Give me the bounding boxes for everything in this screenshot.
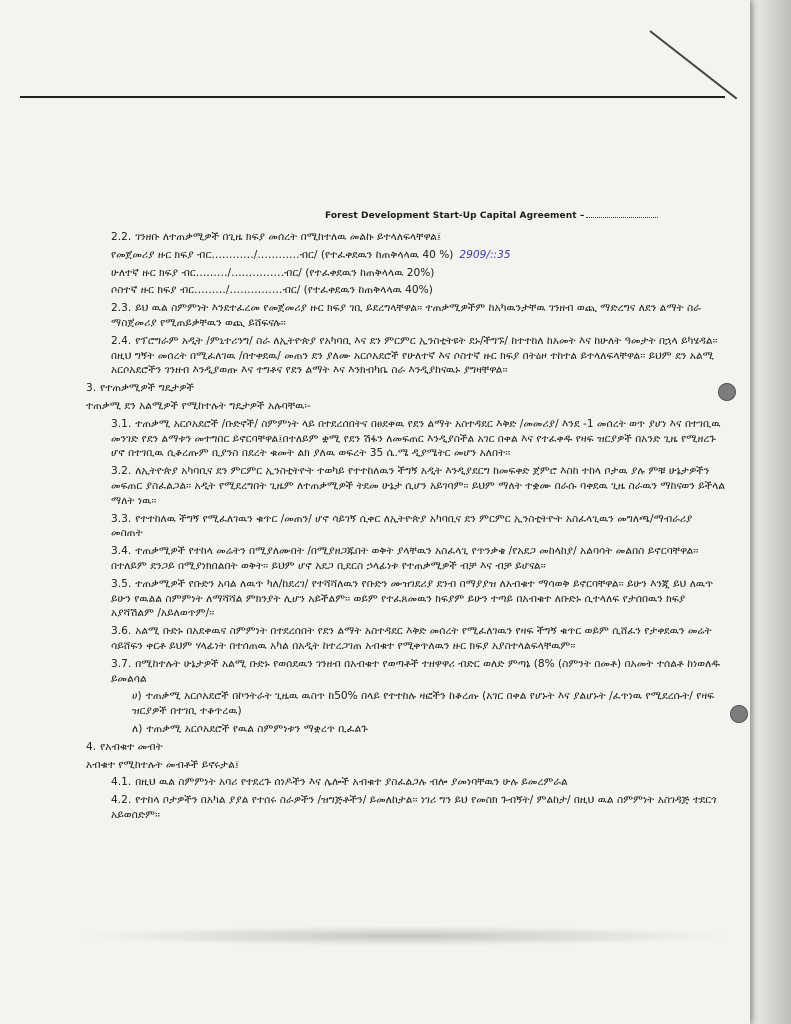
clause-number: 3.4. (111, 545, 132, 558)
clause-number: 2.2. (111, 231, 132, 243)
clause-number: 2.4. (111, 334, 132, 347)
clause-paragraph (86, 301, 726, 331)
clause-text: ይህ ዉል ስምምነት እንደተፈረመ የመጀመሪያ ዙር ክፍያ ገቢ ይደረግላቸዋል፡፡ ተጠቃሚዎችም ከአካዉንታቸዉ ገንዘብ ወጪ ማድረግና ለደን ልማት ስራ ማስጀመሪያ የሚጠይቃቸዉን ወጪ ይሸፍናሉ፡፡ (111, 302, 701, 329)
agreement-body (86, 230, 726, 826)
clause-text: የተጠቃሚዎች ግዴታዎች (100, 382, 195, 395)
clause-paragraph (86, 793, 726, 823)
clause-text: ገንዘቡ ለተጠቃሚዎች በጊዜ ክፍያ መሰረት በሚከተለዉ መልኩ ይተላለፍላቸዋል፤ (135, 231, 442, 243)
clause-text: ተጠቃሚ አርሶአደሮች የዉል ስምምነቱን ማቋረጥ ቢፈልጉ (146, 722, 368, 735)
clause-paragraph (86, 230, 726, 245)
clause-paragraph (86, 464, 726, 508)
clause-paragraph (86, 657, 726, 687)
clause-paragraph (86, 512, 726, 542)
clause-paragraph (86, 399, 726, 414)
clause-text: ተጠቃሚዎች የቡድን አባል ለዉጥ ካለ/ከደረገ/ የተሻሻለዉን የቡድን ሙዝገደሪያ ደንብ በማያያዝ ለአብቁተ ማሳወቅ ይኖርባቸዋል፡፡ ይሁን እንጂ ይህ ለዉጥ ይሁን የዉልል ስምምነት ለማሻሻል ምክንያት ሊሆን አይችልም፡፡ ወይም የተፈጸመዉን ክፍያም ይሁን ተጣይ በአብቁተ ለቡድኑ ሲተላለፍ የታሰበዉን ክፍያ አያሻሽልም /አይለወጥም/፡፡ (111, 577, 714, 620)
punch-hole (730, 705, 748, 723)
clause-text: ለኢትዮጵያ አካባቢና ደን ምርምር ኢንስቲትዮት ተወካይ የተተከለዉን ችግኝ አዲት እንዲያደርግ ከመፍቀድ ጀምሮ እስከ ተከላ ቦታዉ ያሉ ምቹ ሁኔታዎችን መፍጠር ያስፈልጋል፡፡ አዲት የሚደረግበት ጊዜም ለተጠቃሚዎች ትደመ ሁኔታ ሲሆን አይገባም፡፡ ይህም ማለት ተቋሙ በራሱ ባቀደዉ ጊዜ ስራዉን ማከናወን ይችላል ማለት ነዉ፡፡ (111, 465, 726, 507)
clause-text: የአብቁተ መብት (100, 740, 163, 753)
clause-number: 4. (86, 740, 97, 753)
clause-number: 3.3. (111, 512, 132, 525)
clause-paragraph (86, 334, 726, 378)
clause-number: 3.6. (111, 625, 132, 638)
clause-paragraph (86, 248, 726, 263)
clause-text: ተጠቃሚ ደን አልሚዎች የሚከተሉት ግዴታዎች አሉባቸዉ፡- (86, 399, 311, 412)
page-header (325, 211, 658, 221)
clause-paragraph (86, 775, 726, 790)
header-blank-line (586, 217, 658, 218)
clause-number: ሀ) (132, 690, 142, 703)
clause-text: የተከላ ቦታዎችን በአካል ያያል የተሰሩ ስራዎችን /ዝግጅቶችን/ ይመለከታል፡፡ ነገሪ ግን ይህ የመስክ ጉብኝት/ ምልከታ/ በዚህ ዉል ስምምነት አስገዳጅ ተደርጎ አይወሰድም፡፡ (111, 794, 717, 821)
clause-text: ሁለተኛ ዙር ክፍያ ብር………/……………ብር/ (የተፈቀደዉን ከጠቅላላዉ 20%) (111, 266, 435, 279)
clause-number: 2.3. (111, 302, 132, 315)
clause-text: የተተከለዉ ችግኝ የሚፈለገዉን ቁጥር /መጠን/ ሆኖ ሳይገኝ ሲቀር ለኢትዮጵያ አካባቢና ደን ምርምር ኢንስቲትዮት አስፈላጊዉን መግለጫ/ማብራሪያ መስጠት (111, 512, 693, 540)
clause-paragraph (86, 544, 726, 574)
clause-number: 3.1. (111, 417, 132, 430)
clause-paragraph (86, 689, 726, 719)
header-rule (20, 96, 725, 98)
header-title: Forest Development Start-Up Capital Agreement – (325, 211, 585, 221)
clause-paragraph (86, 740, 726, 755)
clause-text: የፕሮግራም አዲት /ምኒተሪንግ/ ስራ ለኢትዮጵያ የአካባቢ እና ደን ምርምር ኢንስቲትዩት ደኑ/ችግኙ/ ከተተከለ ከአመት እና ከሁለት ዓመታት በኋላ ይካሄዳል፡፡ በዚህ ግኝት መሰረት በሚፈለገዉ /በተቀደዉ/ መጠን ደን ያለሙ አርሶአደሮች የሁለተኛ እና ሶስተኛ ዙር ክፍያ በትዕዞ ተከተል ይተላለፍላቸዋል፡፡ ይህም ደን አልሚ አርሶአደሮችን ገንዘብ እንዲያወጡ እና ተግቶና የደን ልማት እና እንክብካቤ ስራ እንዲያከናዉኑ ያግዛቸዋል፡፡ (111, 334, 718, 377)
clause-paragraph (86, 624, 726, 654)
clause-text: በሚከተሉት ሁኔታዎች አልሚ ቡድኑ የወሰደዉን ገንዘብ በአብቁተ የወጣቶች ተዘዋዋሪ ብድር ወለድ ምጣኔ (8% (ስምንት በመቶ) በአመት ተሰልቶ ከነወለዱ ይመልሳል (111, 657, 721, 685)
clause-number: 4.1. (111, 776, 132, 789)
clause-paragraph (86, 722, 726, 737)
clause-number: ለ) (132, 722, 143, 735)
clause-text: በዚህ ዉል ስምምነት አባሪ የተደረጉ ሰነዶችን እና ሌሎች አብቁተ ያስፈልጋሉ ብሎ ያመነባቸዉን ሁሉ ይመረምራል (135, 776, 568, 789)
clause-paragraph (86, 266, 726, 281)
clause-paragraph (86, 577, 726, 621)
clause-number: 4.2. (111, 794, 132, 807)
clause-text: የመጀመሪያ ዙር ክፍያ ብር…………/…………ብር/ (የተፈቀደዉን ከጠቅላላዉ 40 %) (111, 248, 454, 261)
clause-text: ተጠቃሚ አርሶአደሮች በኮንትራት ጊዜዉ ዉስጥ ከ50% በላይ የተተከሉ ዛፎችን ከቆረጡ (አገር በቀል የሆኑት እና ያልሆኑት /ፈጥነዉ የሚደረሱት/ የዛፍ ዝርያዎች በተገቢ ተቆጥረዉ) (132, 690, 715, 718)
handwritten-note: 2909/::35 (459, 248, 511, 261)
clause-number: 3. (86, 382, 97, 395)
clause-text: ተጠቃሚዎች የተከላ መሬትን በሚያለሙበት /በሚያዘጋጁበት ወቅት ያላቸዉን አስፈላጊ የጥንቃቄ /የአደጋ መከላከያ/ አልባሳት መልበስ ይኖርባቸዋል፡፡ በተለይም ደንጋይ በሚያነክበልበት ወቅት፡፡ ይህም ሆኖ አደጋ ቢደርስ ኃላፊነቱ የተጠቃሚዎች ብቻ እና ብቻ ይሆናል፡፡ (111, 545, 699, 572)
clause-text: አልሚ ቡድኑ በአደቀዉና ስምምነት በተደረሰበት የደን ልማት አስተዳደር እቅድ መሰረት የሚፈለገዉን የዛፍ ችግኝ ቁጥር ወይም ሲሸፈን የታቀደዉን መሬት ሳይሸፍን ቀርቶ ይህም ሃላፊነት በተሰጠዉ አካል በአዲት ከተረጋገጠ አብቁተ የሚቀጥለዉን ዙር ክፍያ አያስተላልፍላቸዉም፡፡ (111, 625, 712, 652)
clause-text: አብቁተ የሚከተሉት መብቶች ይኖሩታል፤ (86, 758, 240, 771)
clause-paragraph (86, 381, 726, 396)
clause-text: ሶስተኛ ዙር ክፍያ ብር………/……………ብር/ (የተፈቀደዉን ከጠቅላላዉ 40%) (111, 284, 433, 297)
clause-paragraph (86, 417, 726, 461)
clause-paragraph (86, 283, 726, 298)
clause-number: 3.5. (111, 577, 132, 590)
photocopy-smudge (80, 926, 730, 946)
clause-number: 3.7. (111, 657, 132, 670)
paper-fold-line (649, 30, 737, 99)
clause-number: 3.2. (111, 465, 132, 478)
clause-text: ተጠቃሚ አርሶአደሮች /ቡድኖች/ ስምምነት ላይ በተደረሰበትና በፀደቀዉ የደን ልማት አስተዳደር እቅድ /መመሪያ/ እንደ -1 መሰረት ወጥ ያሆነ እና በተገቢዉ መንገድ የደን ልማቱን መተግበር ይኖርባቸዋል፤በተለይም ቋሚ የደን ሽፋን ለመፍጠር እንዲያስችል አገር በቀል እና የተፈቀዱ የዛፍ ዝርያዎች በአንድ ጊዜ የሚዘረጉ ሆኖ በተገቢዉ ሲቆረጡም ቢያንስ በደረት ቁመት ልክ ያለዉ ወፍረት 35 ሴ.ሜ ዲያሜትር መሆን አለበት፡፡ (111, 417, 721, 460)
clause-paragraph (86, 758, 726, 773)
